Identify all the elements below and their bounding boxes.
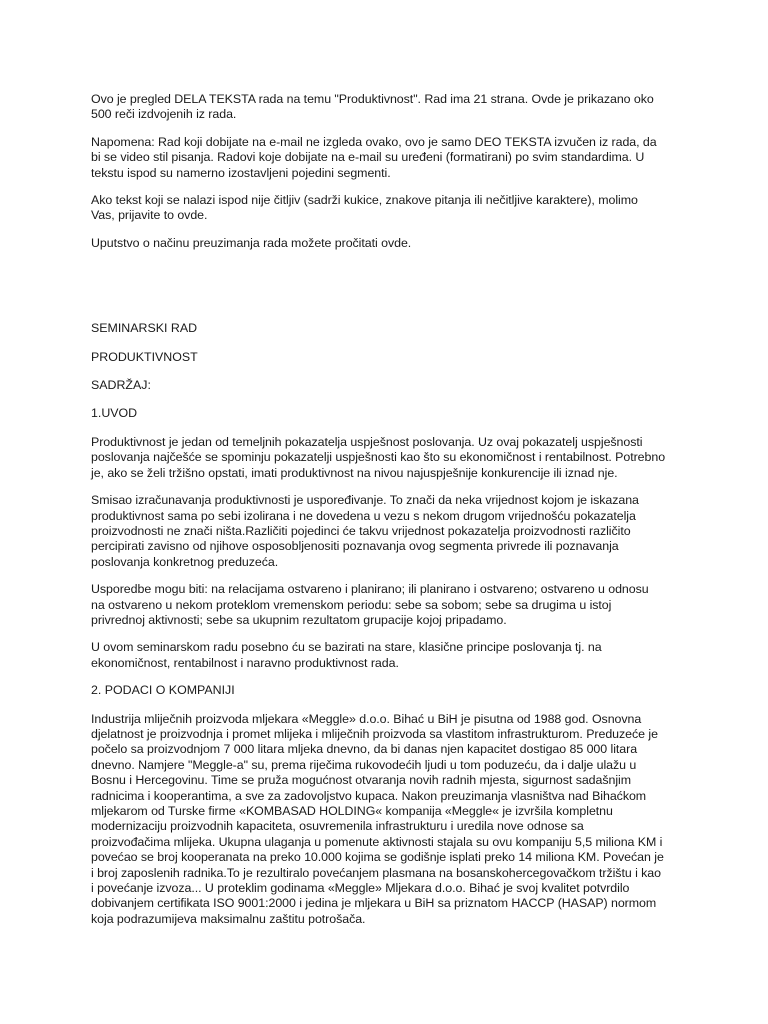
section-1-heading: 1.UVOD (91, 406, 138, 421)
blank-spacer (91, 263, 691, 321)
section-1-paragraph-2: Smisao izračunavanja produktivnosti je uspoređivanje. To znači da neka vrijednost kojom je iskazana produktivnost sama po sebi izolirana i ne dovedena u vezu s nekom drugom vrijednošću pokazatelja proizvodnosti ne znači ništa.Različiti pojedinci će takvu vrijednost pokazatelja proizvodnosti različito percipirati zavisno od njihove osposobljenositi poznavanja ovog segmenta privrede ili poznavanja poslovanja konkretnog preduzeća. (91, 493, 639, 569)
document-page (91, 92, 691, 939)
section-2-heading: 2. PODACI O KOMPANIJI (91, 683, 235, 698)
document-title: PRODUKTIVNOST (91, 349, 198, 364)
seminar-label: SEMINARSKI RAD (91, 321, 198, 336)
intro-report-paragraph: Ako tekst koji se nalazi ispod nije čitljiv (sadrži kukice, znakove pitanja ili nečitljive karaktere), molimo Vas, prijavite to ovde. (91, 193, 638, 223)
intro-download-paragraph: Uputstvo o načinu preuzimanja rada možete pročitati ovde. (91, 235, 412, 250)
intro-note-paragraph: Napomena: Rad koji dobijate na e-mail ne izgleda ovako, ovo je samo DEO TEKSTA izvučen iz rada, da bi se video stil pisanja. Radovi koje dobijate na e-mail su uređeni (formatirani) po svim standardima. U tekstu ispod su namerno izostavljeni pojedini segmenti. (91, 134, 657, 180)
section-1-paragraph-4: U ovom seminarskom radu posebno ću se bazirati na stare, klasične principe poslovanja tj. na ekonomičnost, rentabilnost i naravno produktivnost rada. (91, 640, 602, 670)
section-2-paragraph: Industrija mliječnih proizvoda mljekara «Meggle» d.o.o. Bihać u BiH je pisutna od 1988 god. Osnovna djelatnost je proizvodnja i promet mlijeka i mliječnih proizvoda sa vlastitom infrastrukturom. Preduzeće je počelo sa proizvodnjom 7 000 litara mljeka dnevno, da bi danas njen kapacitet dostigao 85 000 litara dnevno. Namjere "Meggle-a" su, prema riječima rukovodećih ljudi u tom poduzeću, da i dalje ulažu u Bosnu i Hercegovinu. Time se pruža mogućnost otvaranja novih radnih mjesta, sigurnost sadašnjim radnicima i kooperantima, a sve za zadovoljstvo kupaca. Nakon preuzimanja vlasništva nad Bihaćkom mljekarom od Turske firme «KOMBASAD HOLDING« kompanija «Meggle« je izvršila kompletnu modernizaciju proizvodnih kapaciteta, osuvremenila infrastrukturu i uredila nove odnose sa proizvođačima mlijeka. Ukupna ulaganja u pomenute aktivnosti stajala su ovu kompaniju 5,5 miliona KM i povećao se broj kooperanata na preko 10.000 kojima se godišnje isplati preko 14 miliona KM. Povećan je i broj zaposlenih radnika.To je rezultiralo povećanjem plasmana na bosanskohercegovačkom tržištu i kao i povećanje izvoza... U proteklim godinama «Meggle» Mljekara d.o.o. Bihać je svoj kvalitet potvrdilo dobivanjem certifikata ISO 9001:2000 i jedina je mljekara u BiH sa priznatom HACCP (HASAP) normom koja podrazumijeva maksimalnu zaštitu potrošača. (91, 711, 664, 926)
contents-label: SADRŽAJ: (91, 378, 151, 393)
section-1-paragraph-3: Usporedbe mogu biti: na relacijama ostvareno i planirano; ili planirano i ostvareno; ostvareno u odnosu na ostvareno u nekom proteklom vremenskom periodu: sebe sa sobom; sebe sa drugima u istoj privrednoj aktivnosti; sebe sa ukupnim rezultatom grupacije kojoj pripadamo. (91, 582, 649, 627)
section-1-paragraph-1: Produktivnost je jedan od temeljnih pokazatelja uspješnost poslovanja. Uz ovaj pokazatelj uspješnosti poslovanja najčešće se spominju pokazatelji uspješnosti kao što su ekonomičnost i rentabilnost. Potrebno je, ako se želi tržišno opstati, imati produktivnost na nivou najuspješnije konkurencije ili iznad nje. (91, 434, 666, 480)
intro-paragraph-1: Ovo je pregled DELA TEKSTA rada na temu "Produktivnost". Rad ima 21 strana. Ovde je prikazano oko 500 reči izdvojenih iz rada. (91, 92, 654, 122)
